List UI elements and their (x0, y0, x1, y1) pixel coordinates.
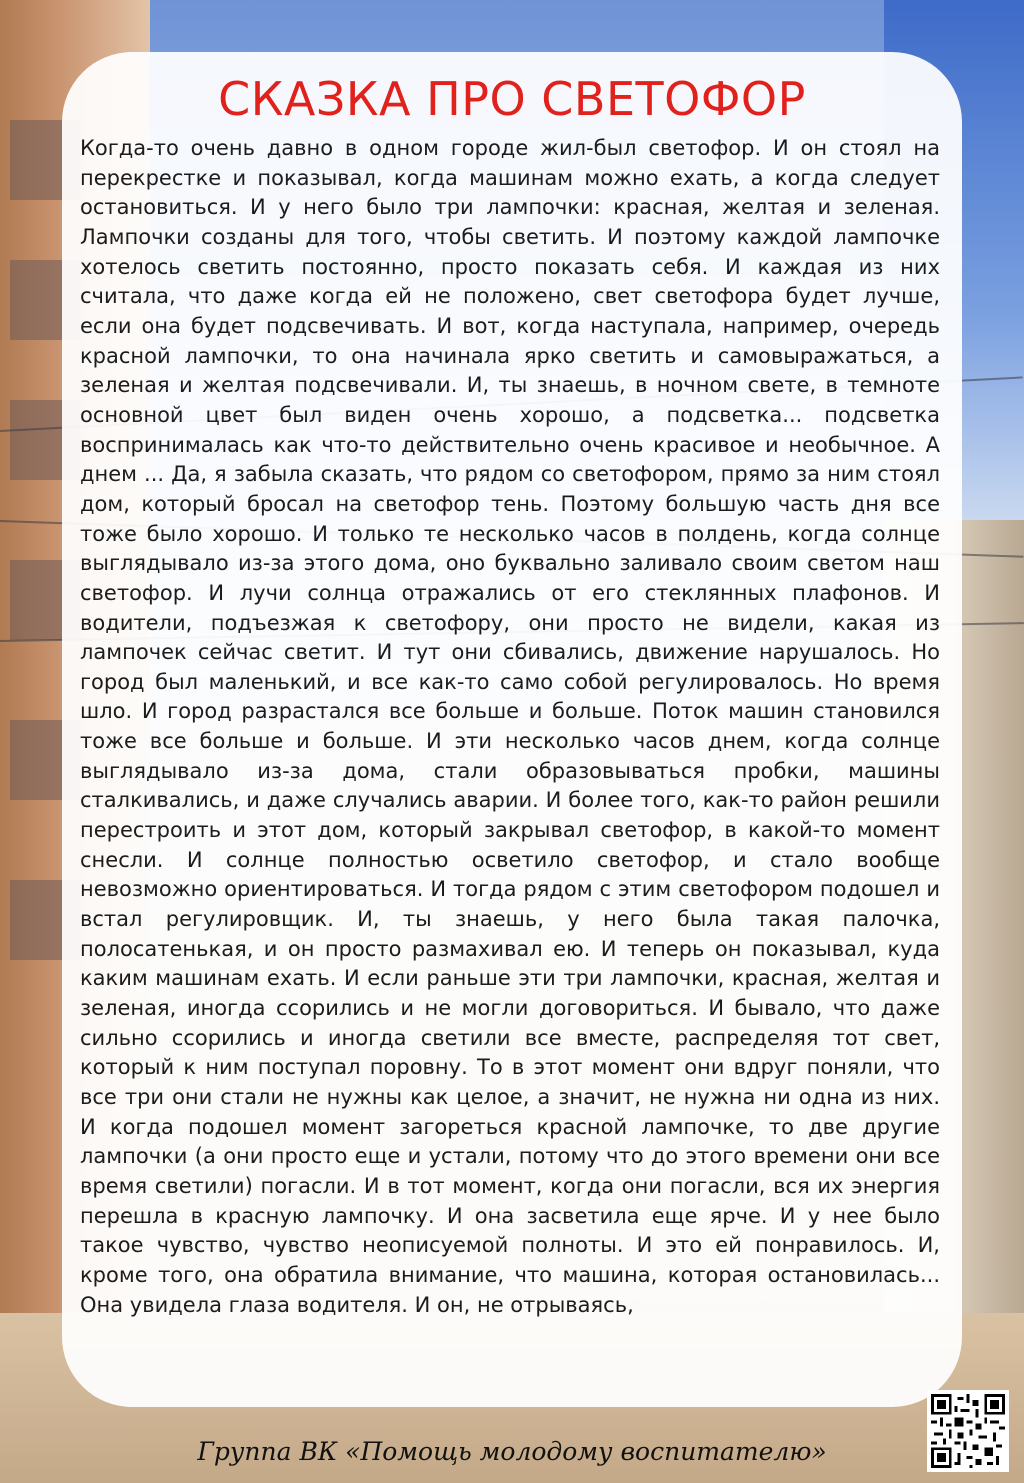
qr-code-icon (927, 1390, 1009, 1472)
page-title: СКАЗКА ПРО СВЕТОФОР (218, 72, 806, 126)
story-text: Когда-то очень давно в одном городе жил-был светофор. И он стоял на перекрестке и показывал, когда машинам можно ехать, а когда следует остановиться. И у него было три лампочки: красная, желтая и зеленая. Лампочки созданы для того, чтобы светить. И поэтому каждой лампочке хотелось светить постоянно, просто показать себя. И каждая из них считала, что даже когда ей не положено, свет светофора будет лучше, если она будет подсвечивать. И вот, когда наступала, например, очередь красной лампочки, то она начинала ярко светить и самовыражаться, а зеленая и желтая подсвечивали. И, ты знаешь, в ночном свете, в темноте основной цвет был виден очень хорошо, а подсветка... подсветка воспринималась как что-то действительно очень красивое и необычное. А днем ... Да, я забыла сказать, что рядом со светофором, прямо за ним стоял дом, который бросал на светофор тень. Поэтому большую часть дня все тоже было хорошо. И только те несколько часов в полдень, когда солнце выглядывало из-за этого дома, оно буквально заливало своим светом наш светофор. И лучи солнца отражались от его стеклянных плафонов. И водители, подъезжая к светофору, они просто не видели, какая из лампочек сейчас светит. И тут они сбивались, движение нарушалось. Но город был маленький, и все как-то само собой регулировалось. Но время шло. И город разрастался все больше и больше. Поток машин становился тоже все больше и больше. И эти несколько часов днем, когда солнце выглядывало из-за дома, стали образовываться пробки, машины сталкивались, и даже случались аварии. И более того, как-то район решили перестроить и этот дом, который закрывал светофор, в какой-то момент снесли. И солнце полностью осветило светофор, и стало вообще невозможно ориентироваться. И тогда рядом с этим светофором подошел и встал регулировщик. И, ты знаешь, у него была такая палочка, полосатенькая, и он просто размахивал ею. И теперь он показывал, куда каким машинам ехать. И если раньше эти три лампочки, красная, желтая и зеленая, иногда ссорились и не могли договориться. И бывало, что даже сильно ссорились и иногда светили все вместе, распределяя тот свет, который к ним поступал поровну. То в этот момент они вдруг поняли, что все три они стали не нужны как целое, а значит, не нужна ни одна из них. И когда подошел момент загореться красной лампочке, то две другие лампочки (а они просто еще и устали, потому что до этого времени они все время светили) погасли. И в тот момент, когда они погасли, вся их энергия перешла в красную лампочку. И она засветила еще ярче. И у нее было такое чувство, чувство неописуемой полноты. И это ей понравилось. И, кроме того, она обратила внимание, что машина, которая остановилась... Она увидела глаза водителя. И он, не отрываясь, (80, 136, 940, 1317)
footer-caption: Группа ВК «Помощь молодому воспитателю» (197, 1437, 827, 1466)
